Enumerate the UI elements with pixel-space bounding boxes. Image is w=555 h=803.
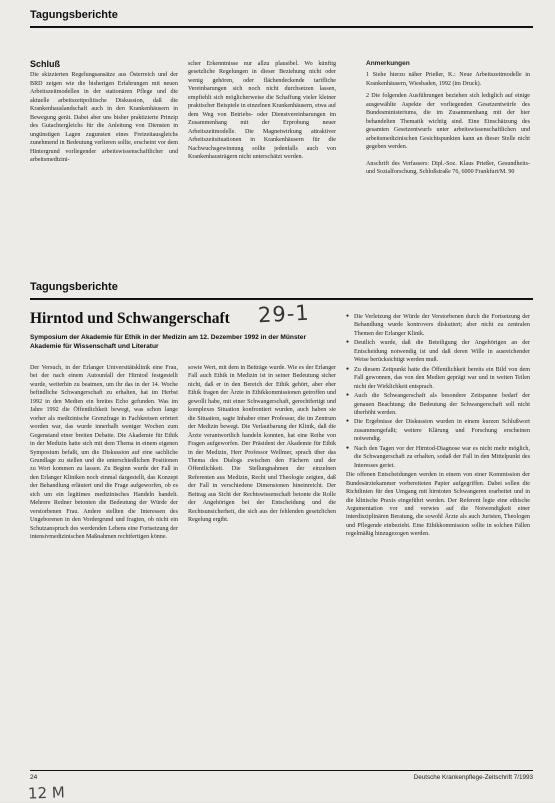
bottom-article-col3 <box>346 313 530 766</box>
bottom-article-col2 <box>188 364 336 766</box>
top-article-col1-text: Die skizzierten Regelungsansätze aus Österreich und der BRD zeigen wie die bisherigen Erfahrungen mit neuen Arbeitszeitmodellen in der stationären Pflege und die aktuelle arbeitszeitpolitische Diskussion, daß die Krankenhauslandschaft auch in den Krankenhäusern in Bewegung gerät. Dabei aber uns bisher praktizierte Prinzip des Gutachtergleichs für die Anleitung von Diensten in ungünstigen Lagen zugunsten eines Freizeitausgleichs zunehmend in Bedeutung verlieren sollte, erscheint vor dem Hintergrund vorliegender arbeitswissenschaftlicher und arbeitsmedizini- <box>30 72 178 163</box>
section-rule-top <box>30 26 533 28</box>
bullet-item: ● Die Ergebnisse der Diskussion wurden in einem kurzen Schlußwort zusammengefaßt; weitere Klärung und Forschung erscheinen notwendig. <box>346 418 530 443</box>
top-article-col2 <box>188 60 336 275</box>
journal-name: Deutsche Krankenpflege-Zeitschrift 7/1993 <box>413 774 533 781</box>
bottom-article-col1 <box>30 364 178 766</box>
handwritten-number: 29-1 <box>257 300 311 328</box>
anmerkungen-column <box>366 60 530 275</box>
section-heading-bottom: Tagungsberichte <box>30 281 118 293</box>
bullet-list <box>346 313 530 470</box>
bullet-item: ● Nach den Tagen vor der Hirntod-Diagnose war es nicht mehr möglich, die Schwangerschaft zu erhalten, sodaß der Fall in den Mittelpunkt des Interesses geriet. <box>346 445 530 470</box>
page-number: 24 <box>30 774 38 781</box>
bullet-item: ● Deutlich wurde, daß die Beteiligung der Angehörigen an der Entscheidung notwendig ist und daß deren Wille in ausreichender Weise berücksichtigt werden muß. <box>346 339 530 364</box>
footer-rule <box>30 770 533 771</box>
top-article-col1 <box>30 60 178 275</box>
bottom-article-col3-text: Die offenen Entscheidungen werden in einem von einer Kommission der Bundesärztekammer vorbereiteten Papier aufgegriffen. Dabei sollen die Richtlinien für den Umgang mit hirntoten Schwangeren erarbeitet und in die klinische Praxis eingeführt werden. Der Referent legte eine ethische Argumentation vor und verwies auf die Notwendigkeit einer interdisziplinären Beratung, die sowohl Ärzte als auch Juristen, Theologen und Pflegende einbezieht. Eine Ethikkommission sollte in solchen Fällen regelmäßig hinzugezogen werden. <box>346 472 530 538</box>
top-article-col2-text: scher Erkenntnisse nur allzu plausibel. Wo künftig gesetzliche Regelungen in dieser Beziehung nicht oder wenig gehören, oder flächendeckende tarifliche Vereinbarungen sich noch nicht durchsetzen lassen, empfiehlt sich möglicherweise die Schaffung vieler kleiner praktischer Beispiele in einzelnen Krankenhäusern, etwa auf dem Weg von Betriebs- oder Dienstvereinbarungen im Zusammenhang mit der Erprobung neuer Arbeitszeitmodelle. Die Magnetwirkung attraktiver Arbeitszeitsituationen in Krankenhäusern für die Nachwuchsgewinnung sollte jedenfalls auch von Krankenhausträgern nicht unterschätzt werden. <box>188 61 336 160</box>
anmerkungen-title: Anmerkungen <box>366 60 410 67</box>
bottom-article-col2-text: sowie Wert, mit dem in Beiträge wurde. Wie es der Erlanger Fall auch Ethik in Medizin ist in seiner Bedeutung sicher nicht, daß er in den Bereich der Ethik gehört, aber eher Ethik fragen der Ärzte in Ethikkommissionen getroffen und gewollt habe, mit einer Schwangerschaft, gerechtfertigt und komplexes Situation konfrontiert wurden, auch haben sie die Situation, sagte Inhaber einer Professur, die im Zentrum der Medizin bewegt. Die Verlautbarung der Klinik, daß die Ärzte verantwortlich handeln konnten, hat eine Reihe von Fragen aufgeworfen. Der Präsident der Akademie für Ethik in der Medizin, Herr Professor Wellmer, sprach über das Thema des Dialogs zwischen den Fächern und der Öffentlichkeit. Die Stellungnahmen der einzelnen Referenten aus Medizin, Recht und Theologie zeigten, daß der Fall in verschiedene Dimensionen hineinreicht. Der Beitrag aus Sicht der Rechtswissenschaft betonte die Rolle der Angehörigen bei der Entscheidung und die Rechtsunsicherheit, die sich aus der fehlenden gesetzlichen Regelung ergibt. <box>188 365 336 524</box>
top-article-heading: Schluß <box>30 60 61 69</box>
author-note: Anschrift des Verfassers: Dipl.-Soz. Klaus Prießer, Gesundheits- und Sozialforschung, Schloßstraße 76, 6000 Frankfurt/M. 90 <box>366 160 530 175</box>
section-rule-bottom <box>30 298 533 300</box>
article-subtitle: Symposium der Akademie für Ethik in der Medizin am 12. Dezember 1992 in der Münster Akademie für Wissenschaft und Literatur <box>30 334 307 350</box>
bullet-item: ● Die Verletzung der Würde der Verstorbenen durch die Fortsetzung der Behandlung wurde kontrovers diskutiert; aber nicht zu zentralen Themen der Erlanger Klinik. <box>346 313 530 338</box>
bullet-item: ● Zu diesem Zeitpunkt hatte die Öffentlichkeit bereits ein Bild von dem Fall gewonnen, das von den Medien geprägt war und in weiten Teilen nicht der Wirklichkeit entsprach. <box>346 366 530 391</box>
section-heading-top: Tagungsberichte <box>30 9 118 21</box>
note-2: 2 Die folgenden Ausführungen beziehen sich lediglich auf einige ausgewählte Aspekte der vorliegenden Gesetzentwürfe des Bundesministeriums, die im Zusammenhang mit der hier behandelten Thematik wichtig sind. Eine Einschätzung des gesamten Gesetzentwurfs unter arbeitswissenschaftlichen und arbeitsmedizinischen Gesichtspunkten kann an dieser Stelle nicht gegeben werden. <box>366 93 530 151</box>
bottom-article-col1-text: Der Versuch, in der Erlanger Universitätsklinik eine Frau, bei der nach einem Autounfall der Hirntod festgestellt wurde, weiterhin zu beatmen, um ihr das in der 14. Woche befindliche Schwangerschaft zu erhalten, hat im Herbst 1992 in den Medien ein breites Echo gefunden. Was im Jahre 1992 die Öffentlichkeit bewegt, was schon lange vorher als medizinische Grenzfrage in Fachkreisen erörtert worden war, das wurde innerhalb weniger Wochen zum Gegenstand einer breiten Debatte. Die Akademie für Ethik in der Medizin hatte sich mit dem Thema in einem eigenen Symposium befaßt, um die Diskussion auf eine sachliche Grundlage zu stellen und die unterschiedlichen Positionen zu Wort kommen zu lassen. Zu Beginn wurde der Fall in den Erlanger Kliniken noch einmal dargestellt, das Konzept der Behandlung erläutert und die Frage aufgeworfen, ob es sich um ein legitimes medizinisches Handeln handelt. Mehrere Redner betonten die Bedeutung der Würde der verstorbenen Frau. Andere stellten die Interessen des Ungeborenen in den Vordergrund und fragten, ob nicht ein Schutzanspruch des werdenden Lebens eine Fortsetzung der intensivmedizinischen Maßnahmen rechtfertigen könne. <box>30 365 178 541</box>
note-1: 1 Siehe hierzu näher Prießer, K.: Neue Arbeitszeitmodelle in Krankenhäusern, Wiesbaden, 1992 (im Druck). <box>366 72 530 87</box>
bullet-item: ● Auch die Schwangerschaft als besondere Zeitspanne bedarf der genauen Beachtung; die Bedeutung der Schwangerschaft soll nicht überhöht werden. <box>346 392 530 417</box>
handwritten-mark: 12 M <box>27 783 66 803</box>
article-title: Hirntod und Schwangerschaft <box>30 310 230 327</box>
